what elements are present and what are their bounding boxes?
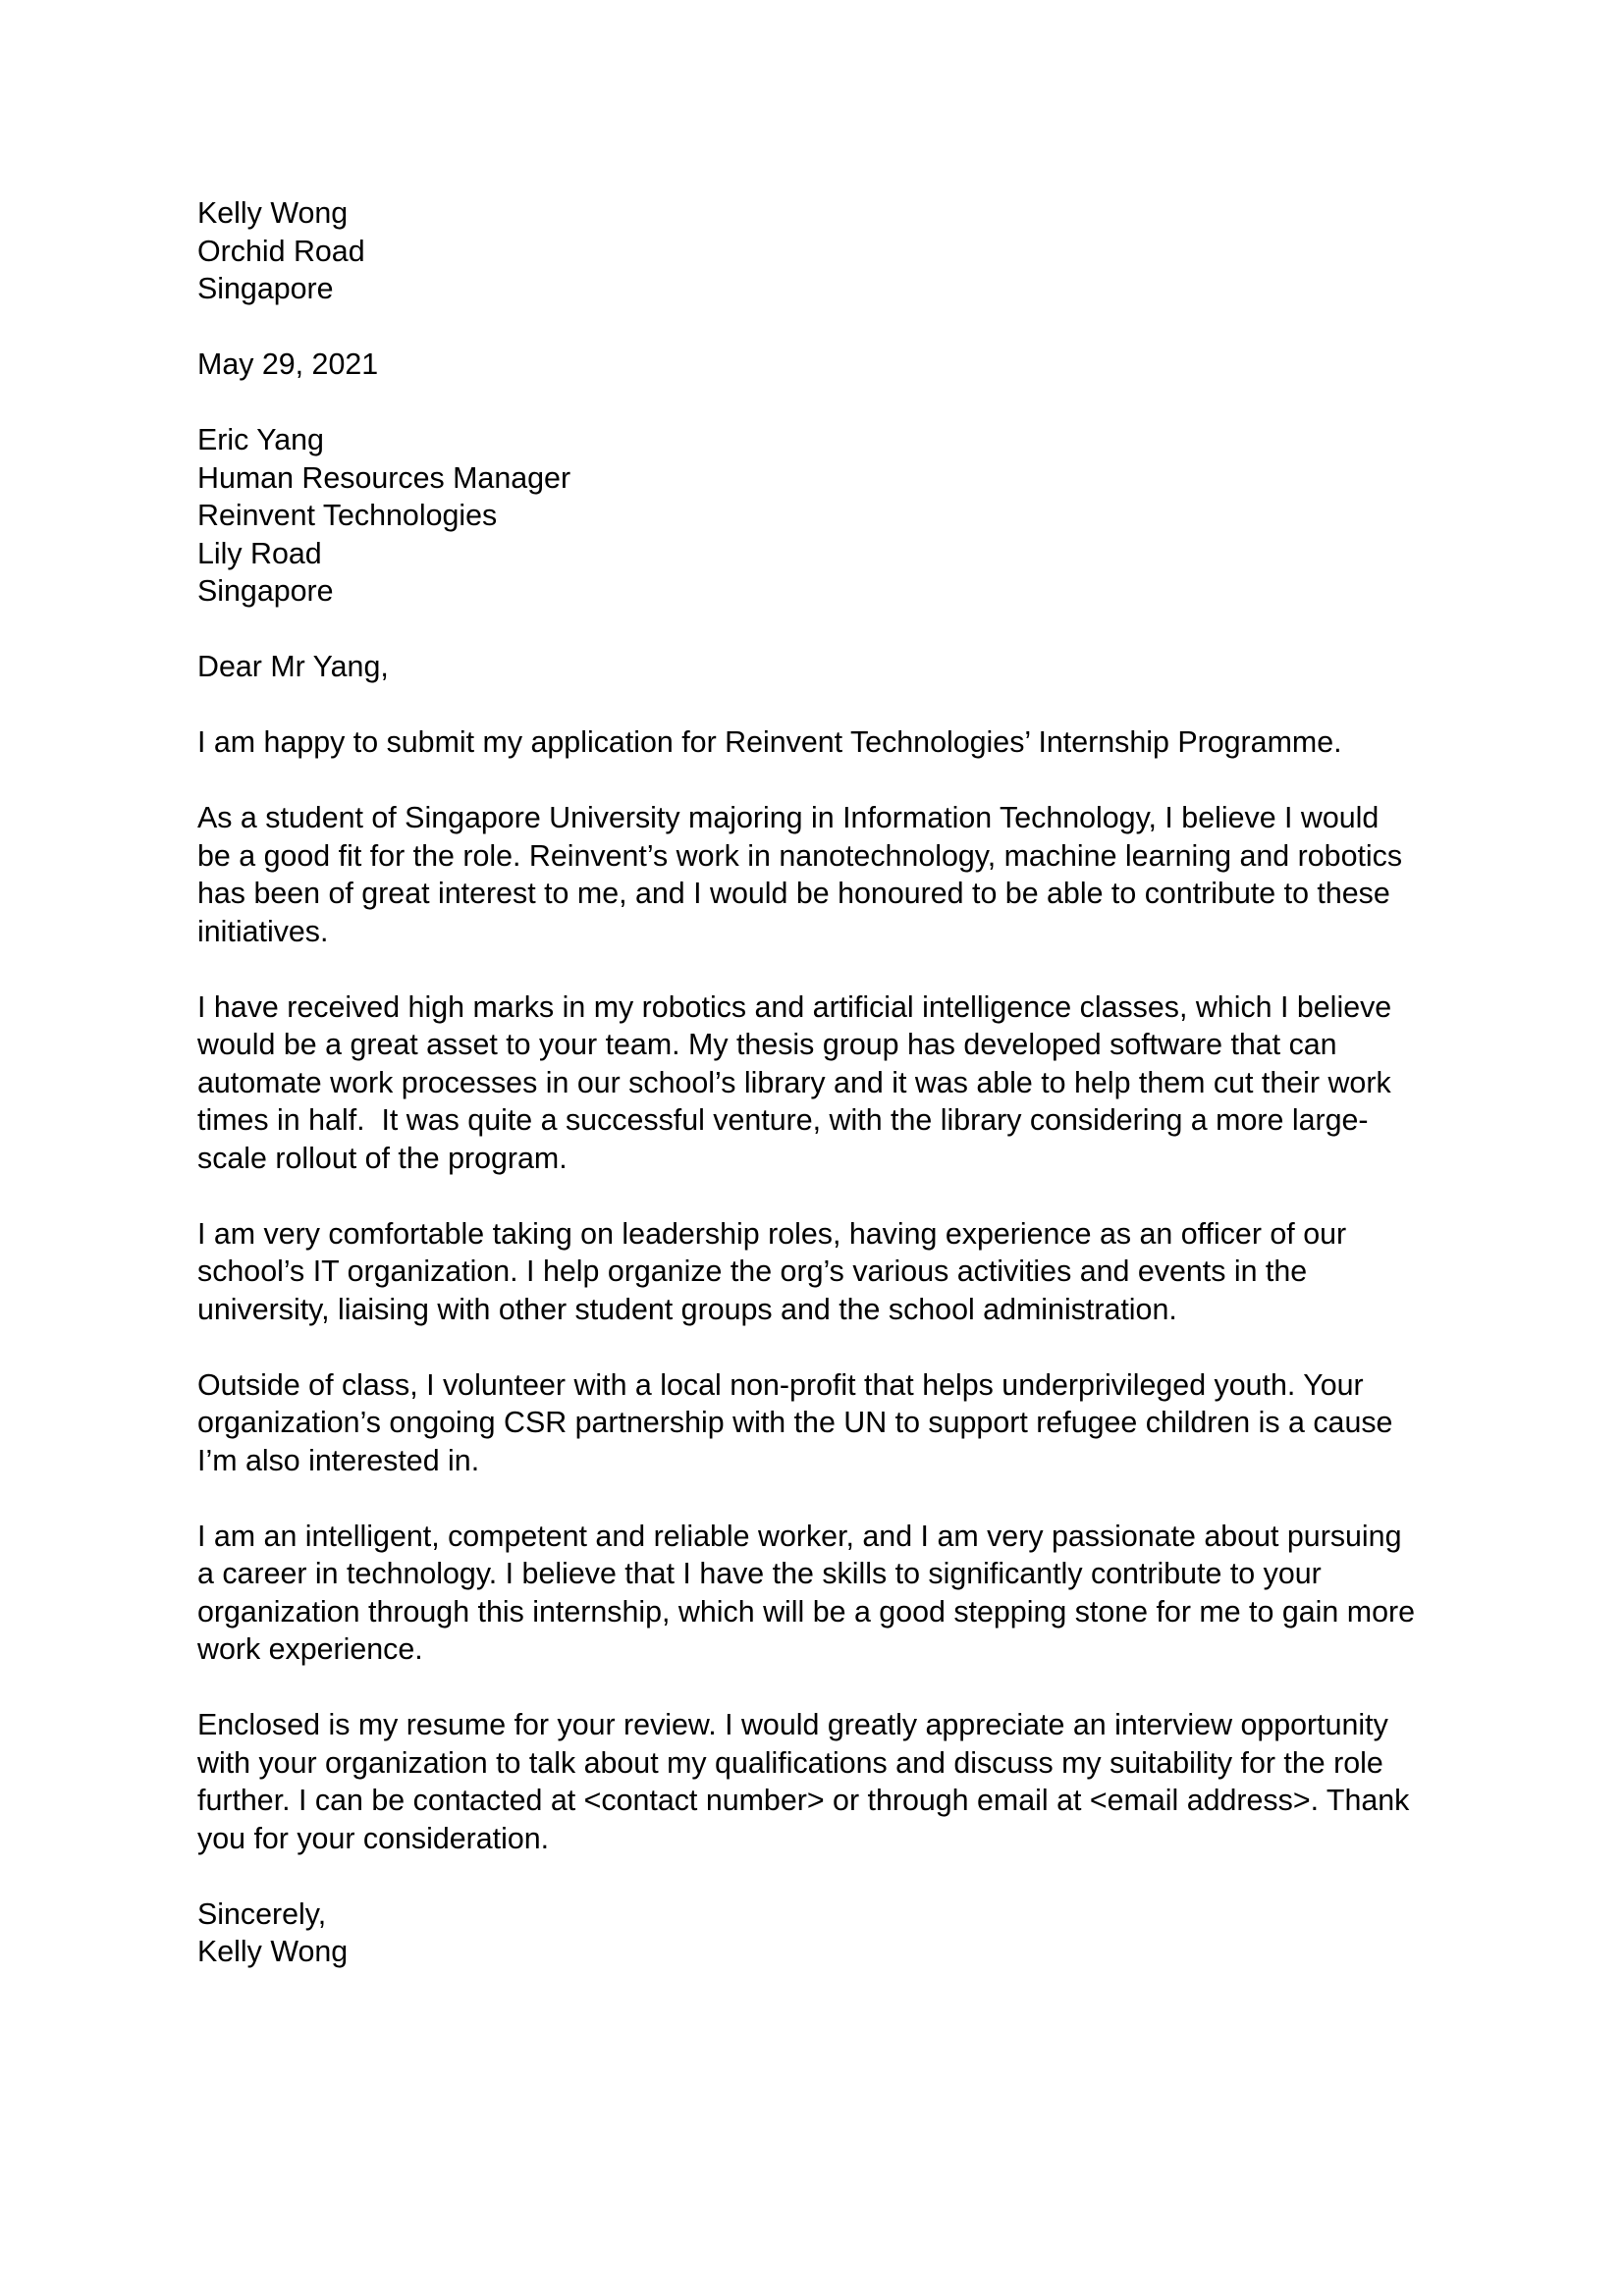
- spacer: [197, 686, 1454, 724]
- spacer: [197, 1669, 1454, 1707]
- paragraph-volunteering: [197, 1366, 1454, 1480]
- recipient-country: Singapore: [197, 574, 334, 608]
- paragraph-line: automate work processes in our school’s library and it was able to help them cut their work: [197, 1065, 1391, 1099]
- sender-address: [197, 194, 1454, 308]
- closing: Sincerely,: [197, 1896, 327, 1931]
- paragraph-line: with your organization to talk about my qualifications and discuss my suitability for the role: [197, 1745, 1383, 1780]
- paragraph-line: university, liaising with other student groups and the school administration.: [197, 1292, 1177, 1326]
- paragraph-line: further. I can be contacted at <contact number> or through email at <email address>. Thank: [197, 1784, 1410, 1817]
- spacer: [197, 308, 1454, 347]
- paragraph-line: initiatives.: [197, 914, 329, 948]
- spacer: [197, 611, 1454, 649]
- sender-country: Singapore: [197, 272, 334, 305]
- recipient-address: [197, 421, 1454, 611]
- paragraph-line: school’s IT organization. I help organize the org’s various activities and events in the: [197, 1255, 1308, 1288]
- paragraph-line: organization through this internship, which will be a good stepping stone for me to gain more: [197, 1594, 1415, 1629]
- paragraph-line: times in half. It was quite a successful venture, with the library considering a more large-: [197, 1103, 1369, 1137]
- paragraph-line: I’m also interested in.: [197, 1443, 480, 1477]
- spacer: [197, 1857, 1454, 1896]
- paragraph-line: would be a great asset to your team. My thesis group has developed software that can: [197, 1028, 1337, 1061]
- spacer: [197, 762, 1454, 800]
- paragraph-line: scale rollout of the program.: [197, 1141, 568, 1175]
- paragraph-closing: [197, 1706, 1454, 1857]
- recipient-name: Eric Yang: [197, 423, 324, 456]
- paragraph-line: I am very comfortable taking on leadership roles, having experience as an officer of our: [197, 1216, 1347, 1251]
- paragraph-line: work experience.: [197, 1632, 423, 1666]
- recipient-company: Reinvent Technologies: [197, 499, 498, 532]
- paragraph-line: I have received high marks in my robotics and artificial intelligence classes, which I believe: [197, 989, 1392, 1024]
- paragraph-line: you for your consideration.: [197, 1821, 550, 1855]
- paragraph-line: Outside of class, I volunteer with a local non-profit that helps underprivileged youth. Your: [197, 1367, 1364, 1402]
- spacer: [197, 1328, 1454, 1366]
- paragraph-line: I am happy to submit my application for Reinvent Technologies’ Internship Programme.: [197, 725, 1342, 759]
- sender-name: Kelly Wong: [197, 196, 349, 230]
- sign-off: [197, 1896, 1454, 1971]
- paragraph-line: has been of great interest to me, and I would be honoured to be able to contribute to these: [197, 877, 1390, 910]
- cover-letter: [197, 194, 1454, 1971]
- paragraph-qualities: [197, 1518, 1454, 1669]
- paragraph-intro: [197, 723, 1454, 762]
- spacer: [197, 1177, 1454, 1215]
- paragraph-line: organization’s ongoing CSR partnership with the UN to support refugee children is a cause: [197, 1406, 1393, 1439]
- paragraph-fit: [197, 799, 1454, 950]
- spacer: [197, 384, 1454, 422]
- paragraph-line: As a student of Singapore University majoring in Information Technology, I believe I would: [197, 801, 1380, 834]
- paragraph-line: be a good fit for the role. Reinvent’s work in nanotechnology, machine learning and robotics: [197, 838, 1403, 873]
- spacer: [197, 950, 1454, 988]
- signature: Kelly Wong: [197, 1935, 349, 1968]
- sender-street: Orchid Road: [197, 234, 365, 268]
- recipient-street: Lily Road: [197, 536, 322, 570]
- letter-date: May 29, 2021: [197, 347, 379, 381]
- spacer: [197, 1479, 1454, 1518]
- salutation: Dear Mr Yang,: [197, 650, 389, 683]
- paragraph-line: I am an intelligent, competent and reliable worker, and I am very passionate about pursuing: [197, 1519, 1402, 1553]
- recipient-title: Human Resources Manager: [197, 460, 571, 495]
- paragraph-line: a career in technology. I believe that I have the skills to significantly contribute to your: [197, 1557, 1322, 1590]
- paragraph-line: Enclosed is my resume for your review. I would greatly appreciate an interview opportunity: [197, 1708, 1388, 1741]
- paragraph-leadership: [197, 1215, 1454, 1329]
- paragraph-academics: [197, 988, 1454, 1178]
